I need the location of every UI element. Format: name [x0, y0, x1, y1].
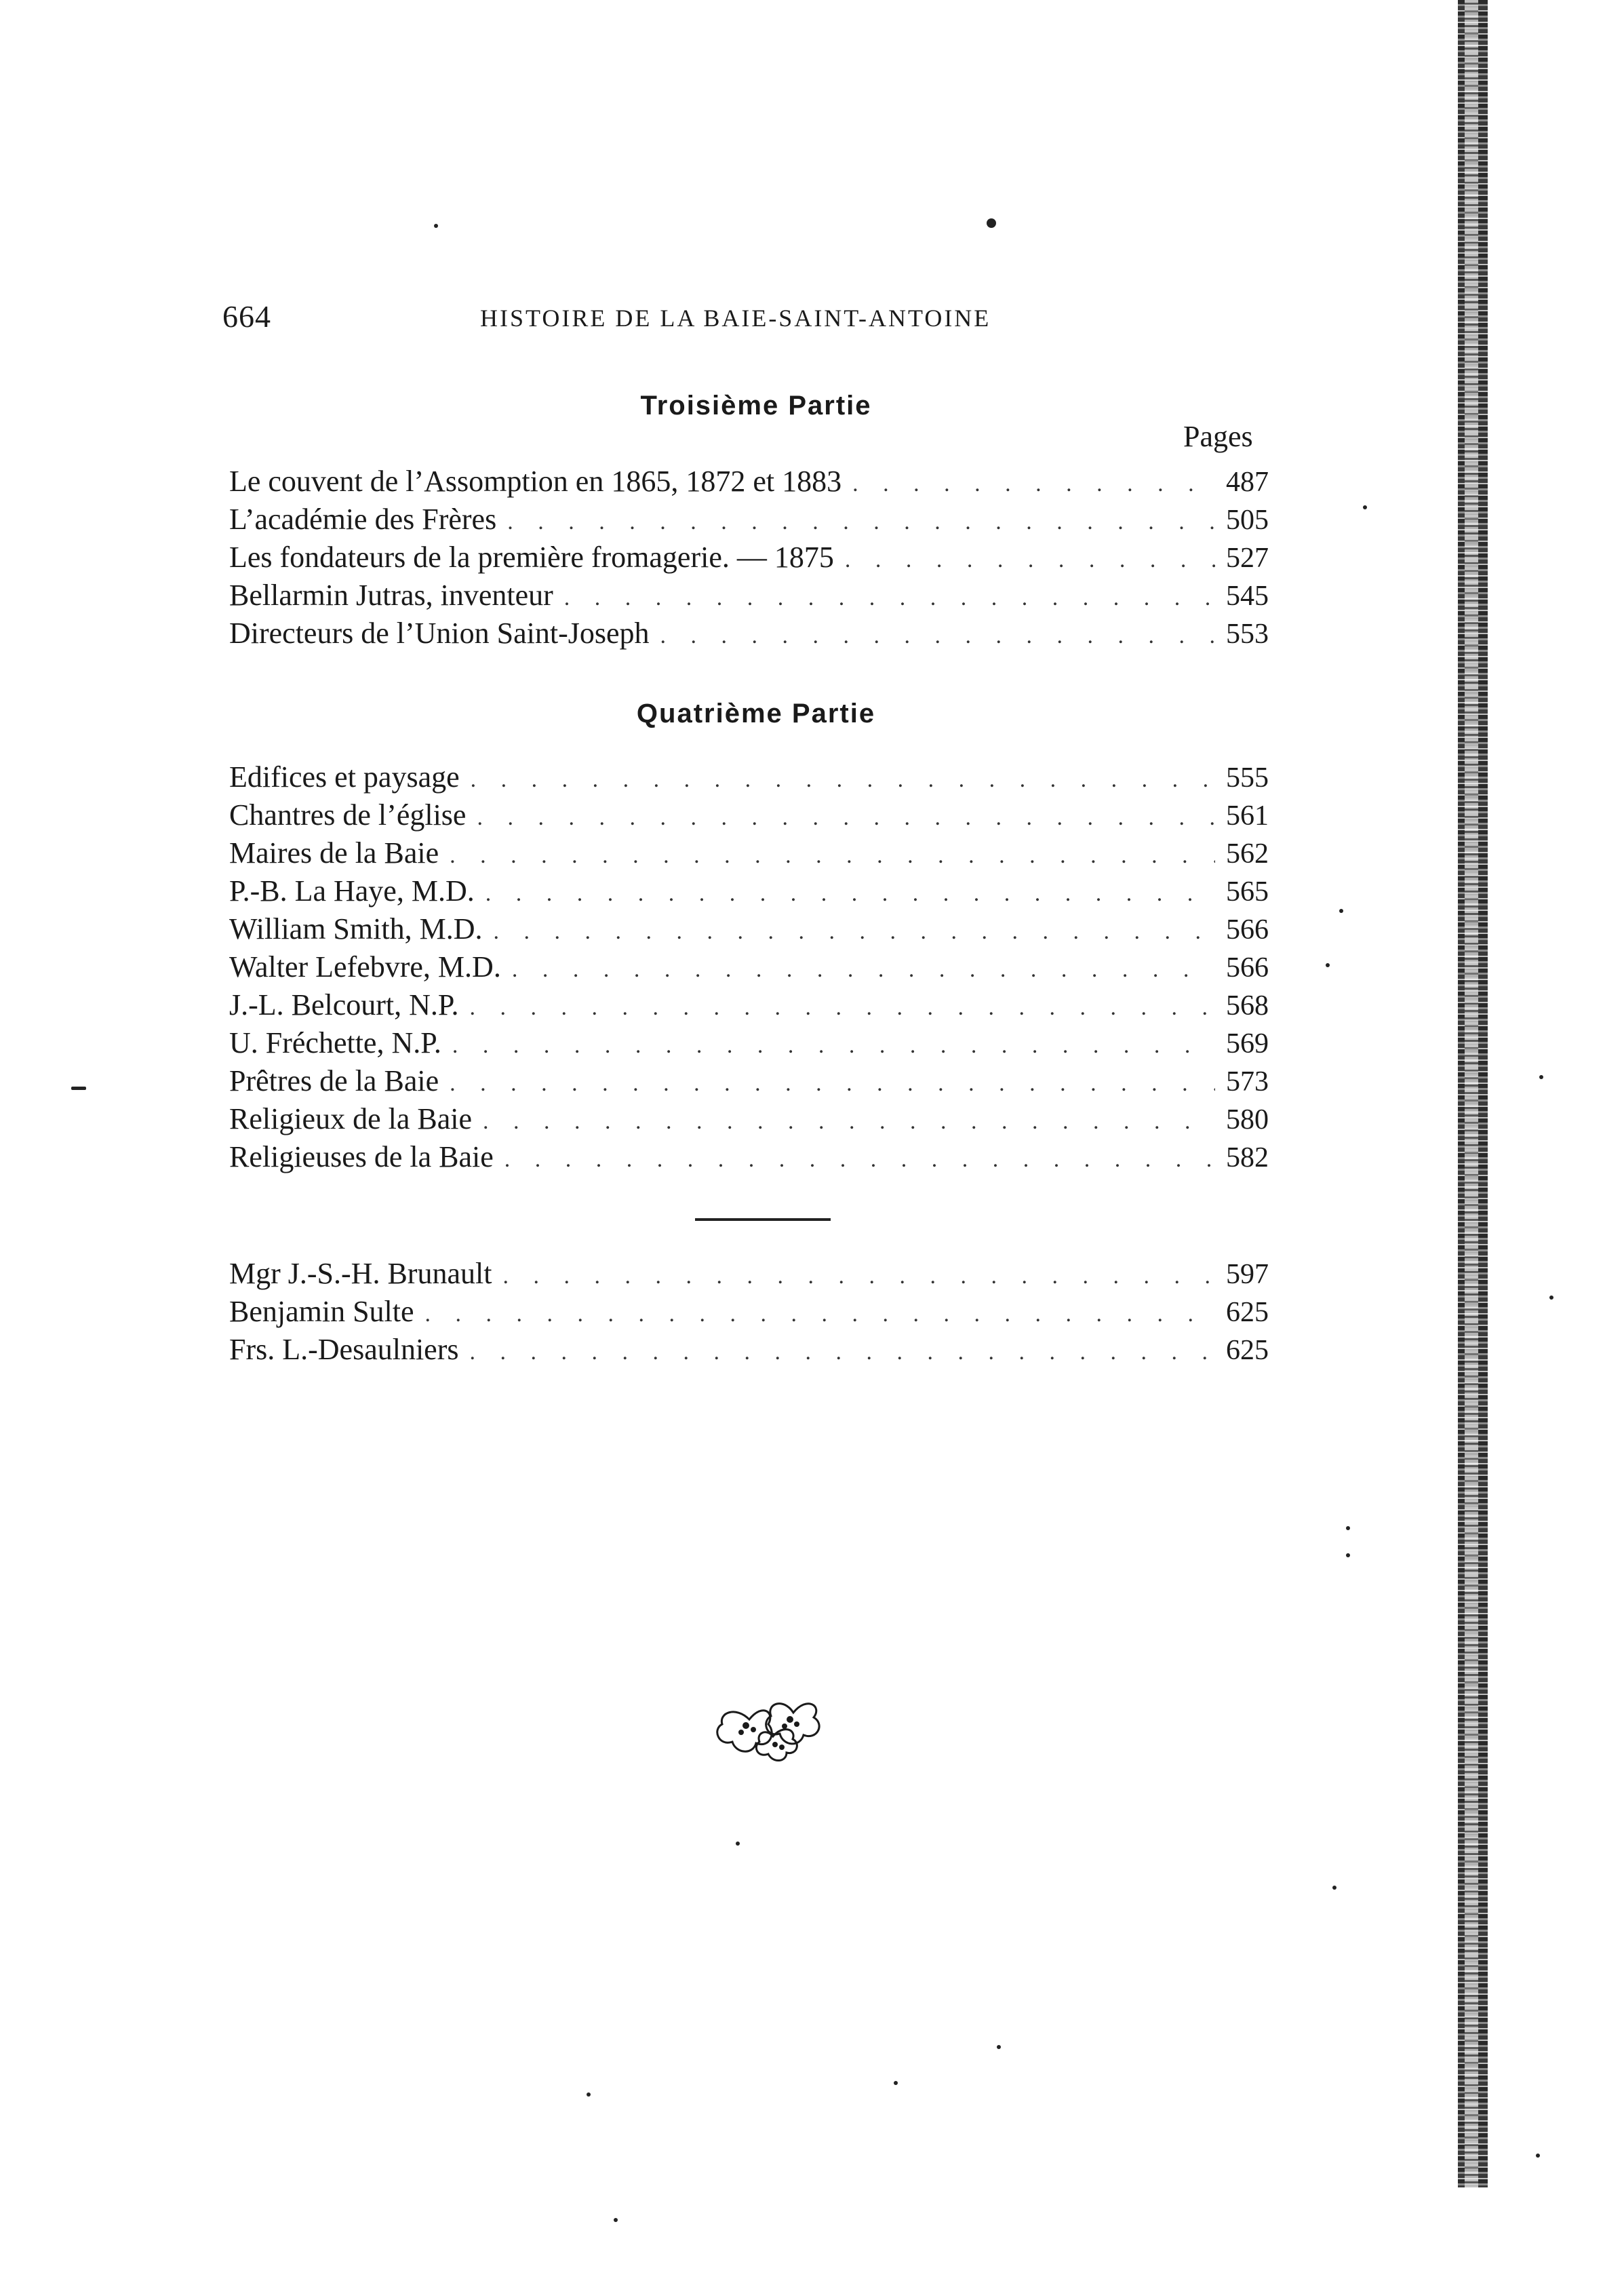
dot-leader — [507, 503, 1215, 541]
toc-entry-page: 555 — [1226, 762, 1269, 794]
toc-entry — [229, 1024, 1287, 1062]
dot-leader — [483, 1103, 1215, 1141]
running-title: HISTOIRE DE LA BAIE-SAINT-ANTOINE — [480, 305, 991, 332]
pages-column-label: Pages — [1183, 420, 1253, 453]
scan-speck — [587, 2092, 591, 2097]
scan-speck — [1363, 505, 1367, 509]
toc-entry — [229, 910, 1287, 948]
scan-speck — [1536, 2154, 1540, 2158]
scan-speck — [997, 2045, 1001, 2049]
toc-entry-title: L’académie des Frères — [229, 503, 497, 536]
toc-entry — [229, 1138, 1287, 1176]
dot-leader — [504, 1141, 1215, 1179]
toc-entry-page: 597 — [1226, 1259, 1269, 1290]
toc-entry-title: William Smith, M.D. — [229, 912, 483, 946]
toc-entry-title: Bellarmin Jutras, inventeur — [229, 579, 553, 612]
dot-leader — [845, 541, 1215, 579]
toc-entry-title: Mgr J.-S.-H. Brunault — [229, 1257, 492, 1290]
toc-entry — [229, 948, 1287, 986]
toc-entry-title: Chantres de l’église — [229, 798, 467, 832]
dot-leader — [450, 837, 1215, 875]
dot-leader — [471, 761, 1215, 799]
page-binding-edge — [1458, 0, 1488, 2187]
toc-entry-page: 545 — [1226, 581, 1269, 612]
toc-entry-title: P.-B. La Haye, M.D. — [229, 874, 475, 908]
dot-leader — [450, 1065, 1215, 1103]
toc-entry-page: 562 — [1226, 838, 1269, 870]
toc-entry-page: 569 — [1226, 1028, 1269, 1059]
toc-entry-page: 561 — [1226, 800, 1269, 832]
toc-entry-title: Frs. L.-Desaulniers — [229, 1333, 459, 1366]
dot-leader — [564, 579, 1215, 617]
section-divider-rule — [695, 1218, 831, 1221]
toc-entry-page: 566 — [1226, 952, 1269, 983]
toc-entry-title: Le couvent de l’Assomption en 1865, 1872 et 1883 — [229, 465, 842, 498]
dot-leader — [452, 1027, 1215, 1065]
toc-entry — [229, 615, 1287, 652]
toc-entry-page: 573 — [1226, 1066, 1269, 1097]
scan-speck — [987, 218, 996, 228]
toc-entry — [229, 577, 1287, 615]
toc-entry — [229, 796, 1287, 834]
toc-entry — [229, 1100, 1287, 1138]
dot-leader — [512, 951, 1215, 989]
running-head — [222, 298, 1206, 346]
toc-entry-title: Religieuses de la Baie — [229, 1140, 494, 1173]
dot-leader — [502, 1258, 1215, 1296]
toc-entry-page: 625 — [1226, 1335, 1269, 1366]
toc-entry-page: 505 — [1226, 505, 1269, 536]
toc-entry — [229, 758, 1287, 796]
dot-leader — [660, 617, 1215, 655]
toc-entry — [229, 872, 1287, 910]
toc-entry-title: J.-L. Belcourt, N.P. — [229, 988, 459, 1021]
dot-leader — [470, 989, 1215, 1027]
dot-leader — [470, 1333, 1216, 1371]
section-heading-troisieme-partie: Troisième Partie — [640, 391, 872, 421]
scan-speck — [1326, 963, 1330, 967]
toc-entry-title: Edifices et paysage — [229, 760, 460, 794]
toc-entry-page: 487 — [1226, 467, 1269, 498]
section-heading-quatrieme-partie: Quatrième Partie — [636, 699, 876, 728]
toc-entry — [229, 1331, 1287, 1369]
scan-speck — [736, 1842, 740, 1846]
scan-speck — [434, 224, 438, 228]
toc-entry — [229, 501, 1287, 539]
toc-entry-title: Maires de la Baie — [229, 836, 439, 870]
toc-list-biographies — [229, 1255, 1287, 1369]
dot-leader — [425, 1296, 1215, 1333]
toc-entry-page: 565 — [1226, 876, 1269, 908]
toc-entry — [229, 1255, 1287, 1293]
toc-entry-title: Religieux de la Baie — [229, 1102, 472, 1135]
toc-entry-page: 625 — [1226, 1297, 1269, 1328]
toc-entry-title: Prêtres de la Baie — [229, 1064, 439, 1097]
toc-entry-title: Walter Lefebvre, M.D. — [229, 950, 501, 983]
toc-entry-title: Benjamin Sulte — [229, 1295, 414, 1328]
toc-entry — [229, 986, 1287, 1024]
toc-list-troisieme-partie — [229, 463, 1287, 652]
scan-speck — [1332, 1886, 1336, 1890]
scan-speck — [1346, 1553, 1350, 1557]
scan-speck — [71, 1087, 86, 1090]
dot-leader — [486, 875, 1215, 913]
toc-entry-title: Directeurs de l’Union Saint-Joseph — [229, 617, 650, 650]
toc-entry-title: U. Fréchette, N.P. — [229, 1026, 441, 1059]
toc-entry-page: 553 — [1226, 619, 1269, 650]
dot-leader — [493, 913, 1215, 951]
dot-leader — [852, 465, 1215, 503]
flower-ornament-icon — [709, 1682, 844, 1770]
toc-entry-page: 568 — [1226, 990, 1269, 1021]
scan-speck — [894, 2081, 898, 2085]
toc-entry — [229, 1062, 1287, 1100]
scan-speck — [614, 2218, 618, 2222]
toc-entry-page: 582 — [1226, 1142, 1269, 1173]
toc-entry — [229, 539, 1287, 577]
toc-list-quatrieme-partie — [229, 758, 1287, 1176]
toc-entry-title: Les fondateurs de la première fromagerie. — 1875 — [229, 541, 834, 574]
scan-speck — [1339, 909, 1343, 913]
toc-entry-page: 566 — [1226, 914, 1269, 946]
toc-entry-page: 527 — [1226, 543, 1269, 574]
toc-entry-page: 580 — [1226, 1104, 1269, 1135]
toc-entry — [229, 1293, 1287, 1331]
scan-speck — [1549, 1296, 1553, 1300]
scan-speck — [1539, 1075, 1543, 1079]
page-number: 664 — [222, 299, 271, 334]
toc-entry — [229, 463, 1287, 501]
dot-leader — [477, 799, 1215, 837]
toc-entry — [229, 834, 1287, 872]
scan-speck — [1346, 1526, 1350, 1530]
